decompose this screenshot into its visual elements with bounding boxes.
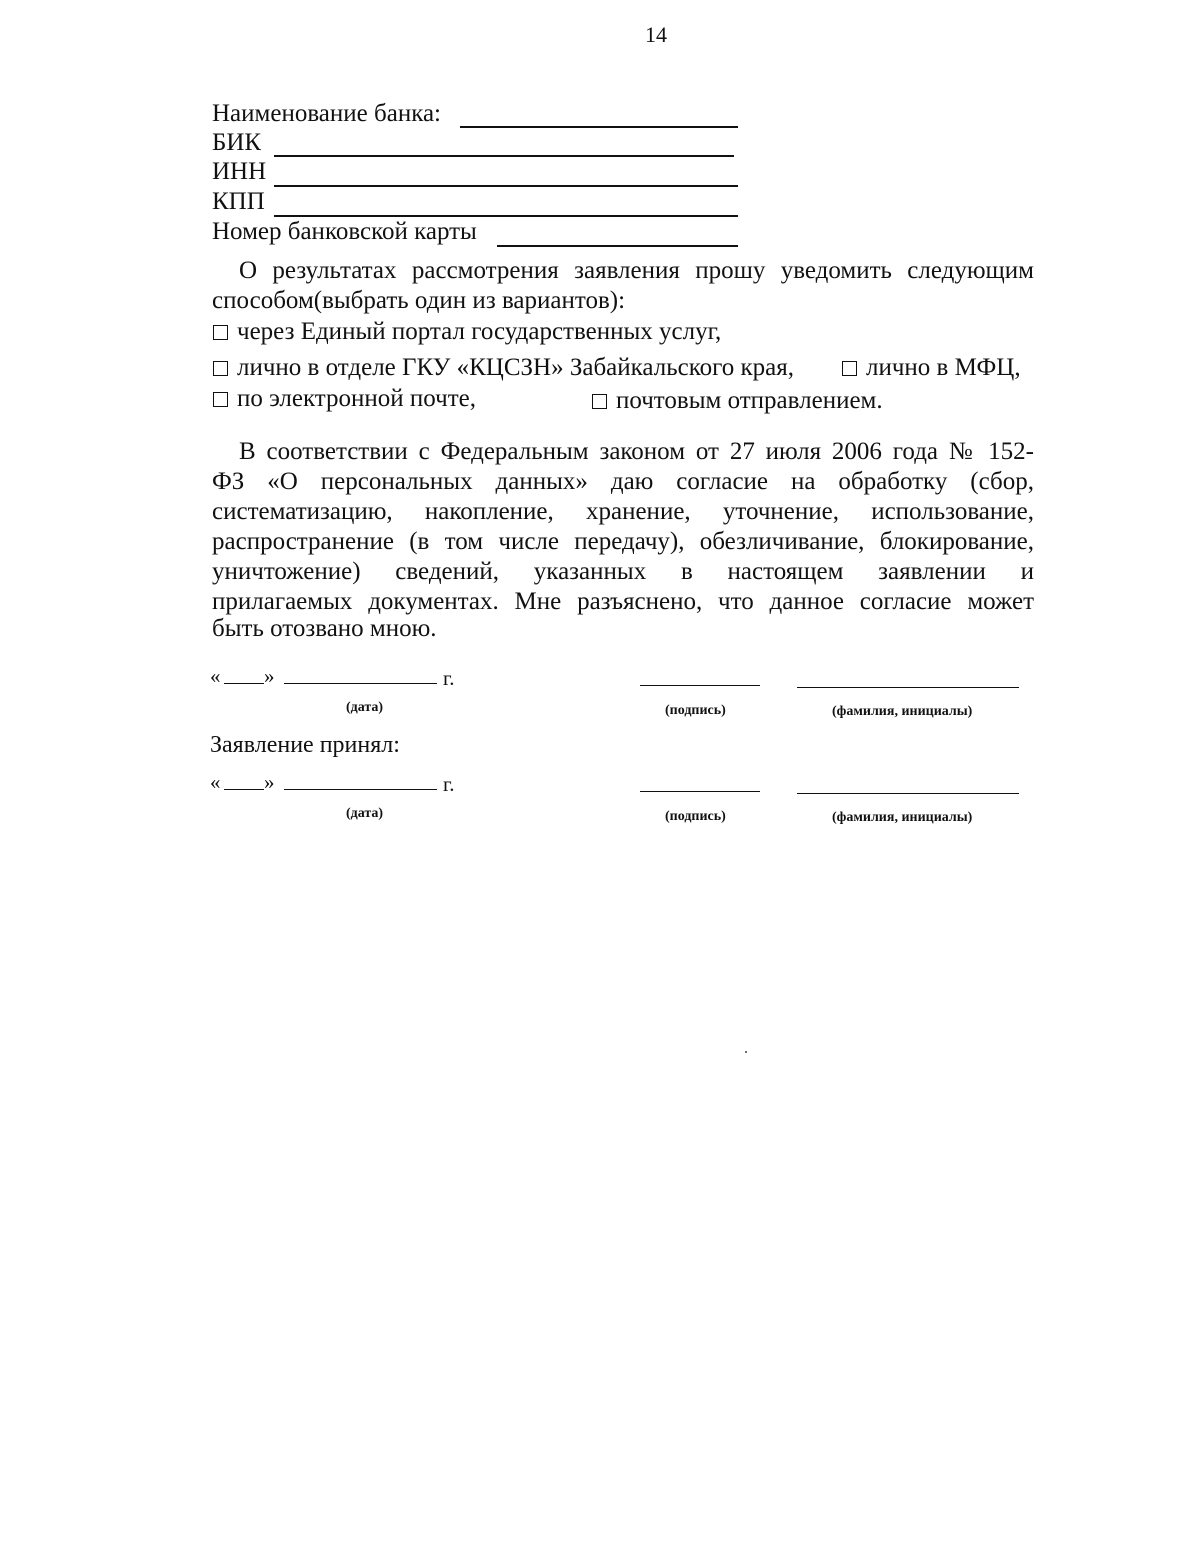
option-label: лично в отделе ГКУ «КЦСЗН» Забайкальского края, — [237, 354, 794, 381]
name-caption: (фамилия, инициалы) — [832, 810, 973, 825]
bik-line[interactable] — [274, 155, 734, 157]
option-email[interactable] — [213, 384, 476, 414]
year-suffix: г. — [443, 666, 455, 690]
consent-line: систематизацию, накопление, хранение, уточнение, использование, — [212, 498, 1034, 525]
consent-line: распространение (в том числе передачу), обезличивание, блокирование, — [212, 528, 1034, 555]
date-caption: (дата) — [346, 700, 384, 715]
option-label: через Единый портал государственных услуг, — [237, 318, 722, 345]
option-label: по электронной почте, — [237, 385, 476, 412]
consent-line: ФЗ «О персональных данных» даю согласие на обработку (сбор, — [212, 468, 1034, 495]
date-month-line[interactable] — [284, 683, 437, 684]
option-post[interactable] — [592, 386, 883, 416]
name-caption: (фамилия, инициалы) — [832, 704, 973, 719]
page-number: 14 — [645, 22, 667, 47]
checkbox-icon[interactable] — [213, 361, 228, 376]
date-day-line[interactable] — [224, 683, 264, 684]
name-line[interactable] — [797, 793, 1019, 794]
consent-line: прилагаемых документах. Мне разъяснено, что данное согласие может — [212, 588, 1034, 615]
date-month-line[interactable] — [284, 789, 437, 790]
option-mfc[interactable] — [842, 353, 1021, 383]
sign-caption: (подпись) — [665, 809, 726, 824]
accepted-label: Заявление принял: — [210, 732, 400, 758]
card-number-label: Номер банковской карты — [212, 218, 477, 245]
kpp-label: КПП — [212, 188, 265, 215]
card-number-line[interactable] — [497, 245, 738, 247]
inn-label: ИНН — [212, 158, 267, 185]
consent-line: В соответствии с Федеральным законом от 27 июля 2006 года № 152- — [239, 438, 1034, 465]
date-caption: (дата) — [346, 806, 384, 821]
bank-name-label: Наименование банка: — [212, 100, 442, 127]
option-gosuslugi[interactable] — [213, 317, 721, 347]
checkbox-icon[interactable] — [842, 361, 857, 376]
checkbox-icon[interactable] — [592, 394, 607, 409]
notify-intro-cont: способом(выбрать один из вариантов): — [212, 287, 626, 314]
scan-speck — [745, 1051, 747, 1053]
option-label: почтовым отправлением. — [616, 387, 883, 414]
inn-line[interactable] — [274, 185, 738, 187]
option-label: лично в МФЦ, — [866, 354, 1021, 381]
checkbox-icon[interactable] — [213, 325, 228, 340]
year-suffix: г. — [443, 772, 455, 796]
bik-label: БИК — [212, 129, 262, 156]
date-day-line[interactable] — [224, 789, 264, 790]
date-quote-open: « — [210, 664, 221, 688]
signature-line[interactable] — [640, 685, 760, 686]
checkbox-icon[interactable] — [213, 392, 228, 407]
notify-intro: О результатах рассмотрения заявления прошу уведомить следующим — [239, 257, 1034, 284]
signature-line[interactable] — [640, 791, 760, 792]
bank-name-line[interactable] — [460, 126, 738, 128]
date-quote-close: » — [264, 664, 275, 688]
name-line[interactable] — [797, 687, 1019, 688]
consent-line: уничтожение) сведений, указанных в настоящем заявлении и — [212, 558, 1034, 585]
date-quote-open: « — [210, 770, 221, 794]
option-kcszn[interactable] — [213, 353, 794, 383]
sign-caption: (подпись) — [665, 703, 726, 718]
date-quote-close: » — [264, 770, 275, 794]
consent-line: быть отозвано мною. — [212, 615, 437, 642]
